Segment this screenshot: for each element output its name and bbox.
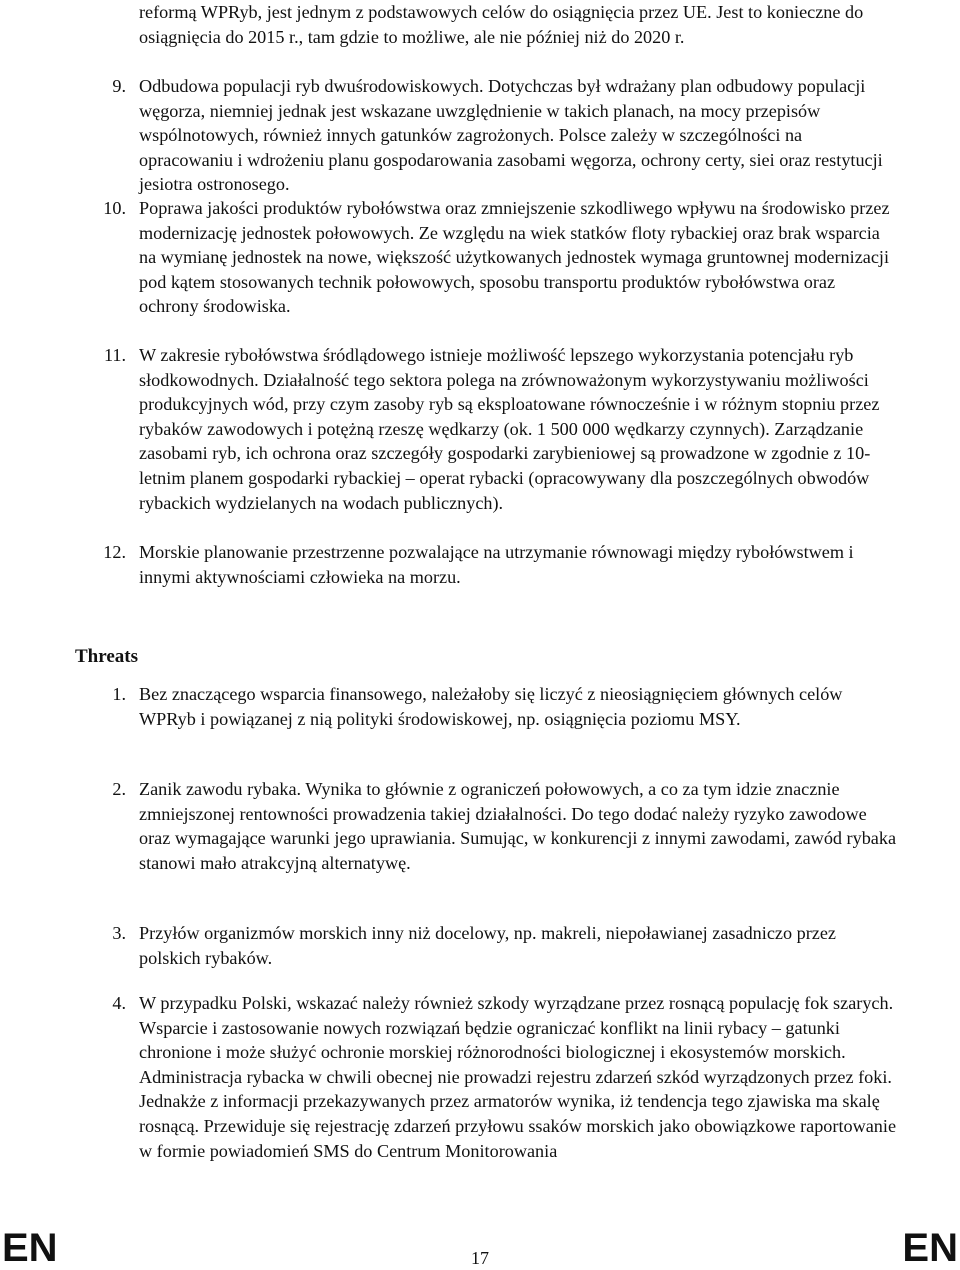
threat-item-1: Bez znaczącego wsparcia finansowego, należałoby się liczyć z nieosiągnięciem głównych celów WPRyb i powiązanej z nią polityki środowiskowej, np. osiągnięcia poziomu MSY. [139,684,843,729]
threat-number-2: 2. [112,779,126,799]
paragraph-item-8-continuation: reformą WPRyb, jest jednym z podstawowych celów do osiągnięcia przez UE. Jest to konieczne do osiągnięcia do 2015 r., tam gdzie to możliwe, ale nie później niż do 2020 r. [139,2,864,47]
list-number-12: 12. [103,542,126,562]
list-number-11: 11. [103,345,126,365]
list-item-10: Poprawa jakości produktów rybołówstwa oraz zmniejszenie szkodliwego wpływu na środowisko przez modernizację jednostek połowowych. Ze względu na wiek statków floty rybackiej oraz brak wsparcia na wymianę jednostek na nowe, większość użytkowanych jednostek wymaga gruntownej modernizacji pod kątem stosowanych technik połowowych, sposobu transportu produktów rybołówstwa oraz ochrony środowiska. [139,198,890,317]
threat-number-3: 3. [112,923,126,943]
footer-language-right: EN [902,1226,958,1270]
list-item-9: Odbudowa populacji ryb dwuśrodowiskowych. Dotychczas był wdrażany plan odbudowy populacji węgorza, niemniej jednak jest wskazane uwzględnienie w takich planach, na mocy przepisów wspólnotowych, również innych gatunków zagrożonych. Polsce zależy w szczególności na opracowaniu i wdrożeniu planu gospodarowania zasobami węgorza, ochrony certy, siei oraz restytucji jesiotra ostronosego. [139,76,883,195]
footer-page-number: 17 [471,1248,489,1268]
list-number-10: 10. [103,198,126,218]
list-item-11: W zakresie rybołówstwa śródlądowego istnieje możliwość lepszego wykorzystania potencjału ryb słodkowodnych. Działalność tego sektora polega na zrównoważonym wykorzystywaniu możliwości produkcyjnych wód, przy czym zasoby ryb są eksploatowane równocześnie i w różnym stopniu przez rybaków zawodowych i potężną rzeszę wędkarzy (ok. 1 500 000 wędkarzy czynnych). Zarządzanie zasobami ryb, ich ochrona oraz szczegóły gospodarki zarybieniowej są prowadzone w zgodnie z 10-letnim planem gospodarki rybackiej – operat rybacki (opracowywany dla poszczególnych obwodów rybackich wydzielanych na wodach publicznych). [139,345,880,513]
threat-number-1: 1. [112,684,126,704]
threat-item-2: Zanik zawodu rybaka. Wynika to głównie z ograniczeń połowowych, a co za tym idzie znacznie zmniejszonej rentowności prowadzenia takiej działalności. Do tego dodać należy ryzyko zawodowe oraz wymagające warunki jego uprawiania. Sumując, w konkurencji z innymi zawodami, zawód rybaka stanowi mało atrakcyjną alternatywę. [139,779,897,873]
list-item-12: Morskie planowanie przestrzenne pozwalające na utrzymanie równowagi między rybołówstwem i innymi aktywnościami człowieka na morzu. [139,542,854,587]
threat-number-4: 4. [112,993,126,1013]
threat-item-4: W przypadku Polski, wskazać należy również szkody wyrządzane przez rosnącą populację fok szarych. Wsparcie i zastosowanie nowych rozwiązań będzie ograniczać konflikt na linii rybacy – gatunki chronione i może służyć ochronie morskiej różnorodności biologicznej i ekosystemów morskich. Administracja rybacka w chwili obecnej nie prowadzi rejestru zdarzeń szkód wyrządzonych przez foki. Jednakże z informacji przekazywanych przez armatorów wynika, iż tendencja tego zjawiska ma skalę rosnącą. Przewiduje się rejestrację zdarzeń przyłowu ssaków morskich jako obowiązkowe raportowanie w formie powiadomień SMS do Centrum Monitorowania [139,993,897,1161]
section-heading-threats: Threats [75,646,138,667]
footer-language-left: EN [2,1226,58,1270]
threat-item-3: Przyłów organizmów morskich inny niż docelowy, np. makreli, niepoławianej zasadniczo przez polskich rybaków. [139,923,836,968]
list-number-9: 9. [112,76,126,96]
